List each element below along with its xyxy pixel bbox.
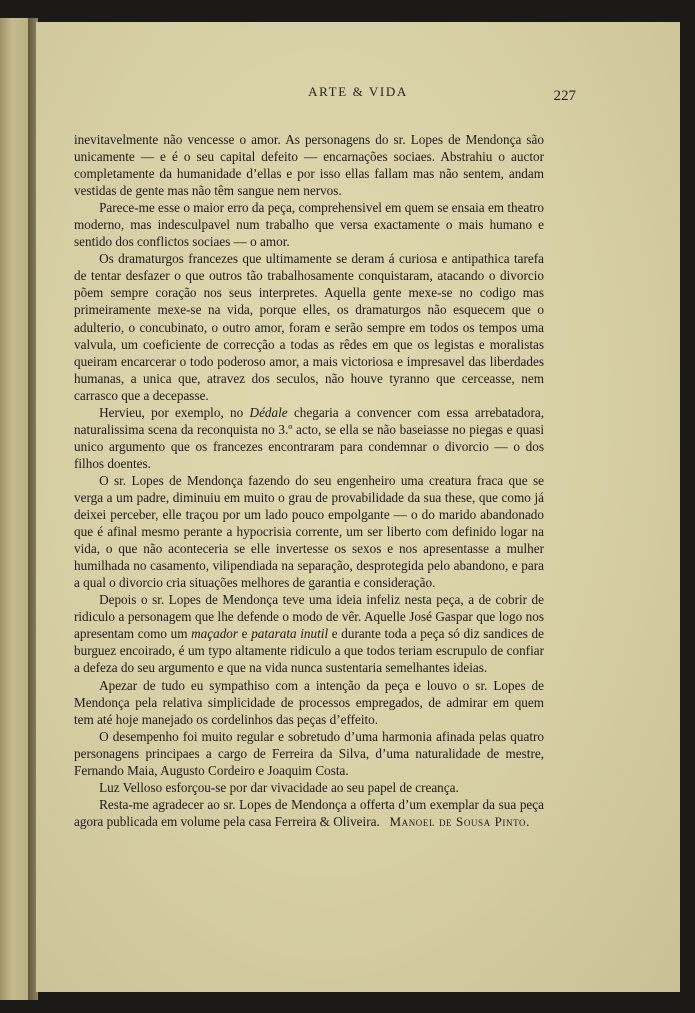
paragraph-text: e	[238, 626, 252, 642]
paragraph	[74, 404, 544, 472]
paragraph-text: chegaria a convencer com essa arrebatadora, naturalissima scena da reconquista no 3.º acto, se ella se não baseiasse no piegas e quasi unico argumento que os francezes encontraram para condemnar o divorcio — o dos filhos doentes.	[74, 404, 545, 471]
italic-text: maçador	[191, 626, 239, 642]
paragraph-text: Parece-me esse o maior erro da peça, comprehensivel em quem se ensaia em theatro moderno, mas indesculpavel num trabalho que versa exactamente o mais humano e sentido dos conflictos sociaes — o amor.	[74, 200, 544, 250]
paragraph-text: Hervieu, por exemplo, no	[99, 404, 250, 420]
paragraph	[74, 591, 544, 676]
book-page	[36, 22, 680, 992]
paragraph-text: Os dramaturgos francezes que ultimamente se deram á curiosa e antipathica tarefa de tentar desfazer o que outros tão trabalhosamente conquistaram, atacando o divorcio põem sempre coração nos seus interpretes. Aquella gente mexe-se no codigo mas primeiramente mexe-se na vida, porque elles, os dramaturgos não esquecem que o adulterio, o concubinato, o outro amor, foram e serão sempre em todos os tempos uma valvula, um coeficiente de correcção a todas as rêdes em que os legistas e moralistas queiram encarcerar o todo poderoso amor, a mais victoriosa e impresavel das liberdades humanas, a unica que, atravez dos seculos, não houve tyranno que cerceasse, nem carrasco que a decepasse.	[74, 251, 544, 403]
paragraph	[74, 677, 544, 728]
paragraph	[74, 472, 544, 591]
paragraph	[74, 131, 544, 199]
paragraph-text: Luz Velloso esforçou-se por dar vivacidade ao seu papel de creança.	[99, 779, 459, 795]
paragraph-text: O desempenho foi muito regular e sobretudo d’uma harmonia afinada pelas quatro personagens principaes a cargo de Ferreira da Silva, d’uma naturalidade de mestre, Fernando Maia, Augusto Cordeiro e Joaquim Costa.	[74, 728, 544, 778]
previous-page-edge	[0, 18, 30, 1000]
running-head: ARTE & VIDA	[308, 84, 408, 99]
paragraph-text: e durante toda a peça só diz sandices de burguez encoirado, é um typo altamente ridiculo a que todos teriam escrupulo de confiar a defeza do seu argumento e que na vida nunca sustentaria semelhantes ideias.	[74, 626, 544, 676]
paragraph-text: Resta-me agradecer ao sr. Lopes de Mendonça a offerta d’um exemplar da sua peça agora publicada em volume pela casa Ferreira & Oliveira.	[74, 796, 544, 829]
article-body	[74, 131, 544, 830]
paragraph	[74, 250, 544, 403]
paragraph-text: inevitavelmente não vencesse o amor. As personagens do sr. Lopes de Mendonça são unicamente — e é o seu capital defeito — encarnações sociaes. Abstrahiu o auctor completamente da humanidade d’ellas e por isso ellas fallam mas não sentem, andam vestidas de gente mas não têm sangue nem nervos.	[74, 132, 544, 199]
italic-text: patarata inutil	[251, 626, 329, 642]
paragraph-text: Apezar de tudo eu sympathiso com a intenção da peça e louvo o sr. Lopes de Mendonça pela relativa simplicidade de processos empregados, de admirar em quem tem até hoje manejado os cordelinhos das peças d’effeito.	[74, 677, 544, 727]
author-signature: Manoel de Sousa Pinto.	[389, 814, 530, 829]
paragraph	[74, 779, 544, 796]
page-number: 227	[553, 88, 576, 104]
paragraph	[74, 199, 544, 250]
paragraph-text: O sr. Lopes de Mendonça fazendo do seu engenheiro uma creatura fraca que se verga a um padre, diminuiu em muito o grau de provabilidade da sua these, que como já deixei perceber, elle traçou por um lado pouco empolgante — o do marido abandonado que é afinal mesmo perante a hypocrisia corrente, um ser liberto com definido logar na vida, o que não aconteceria se elle invertesse os sexos e nos apresentasse a mulher humilhada no casamento, vilipendiada na separação, desprotegida pelo abandono, e para a qual o divorcio cria situações melhores de garantia e consideração.	[74, 472, 544, 591]
page-header	[36, 84, 680, 108]
italic-text: Dédale	[249, 404, 288, 420]
paragraph	[74, 728, 544, 779]
paragraph-text: Depois o sr. Lopes de Mendonça teve uma ideia infeliz nesta peça, a de cobrir de ridiculo a personagem que lhe defende o modo de vêr. Aquelle José Gaspar que logo nos apresentam como um	[74, 592, 544, 642]
